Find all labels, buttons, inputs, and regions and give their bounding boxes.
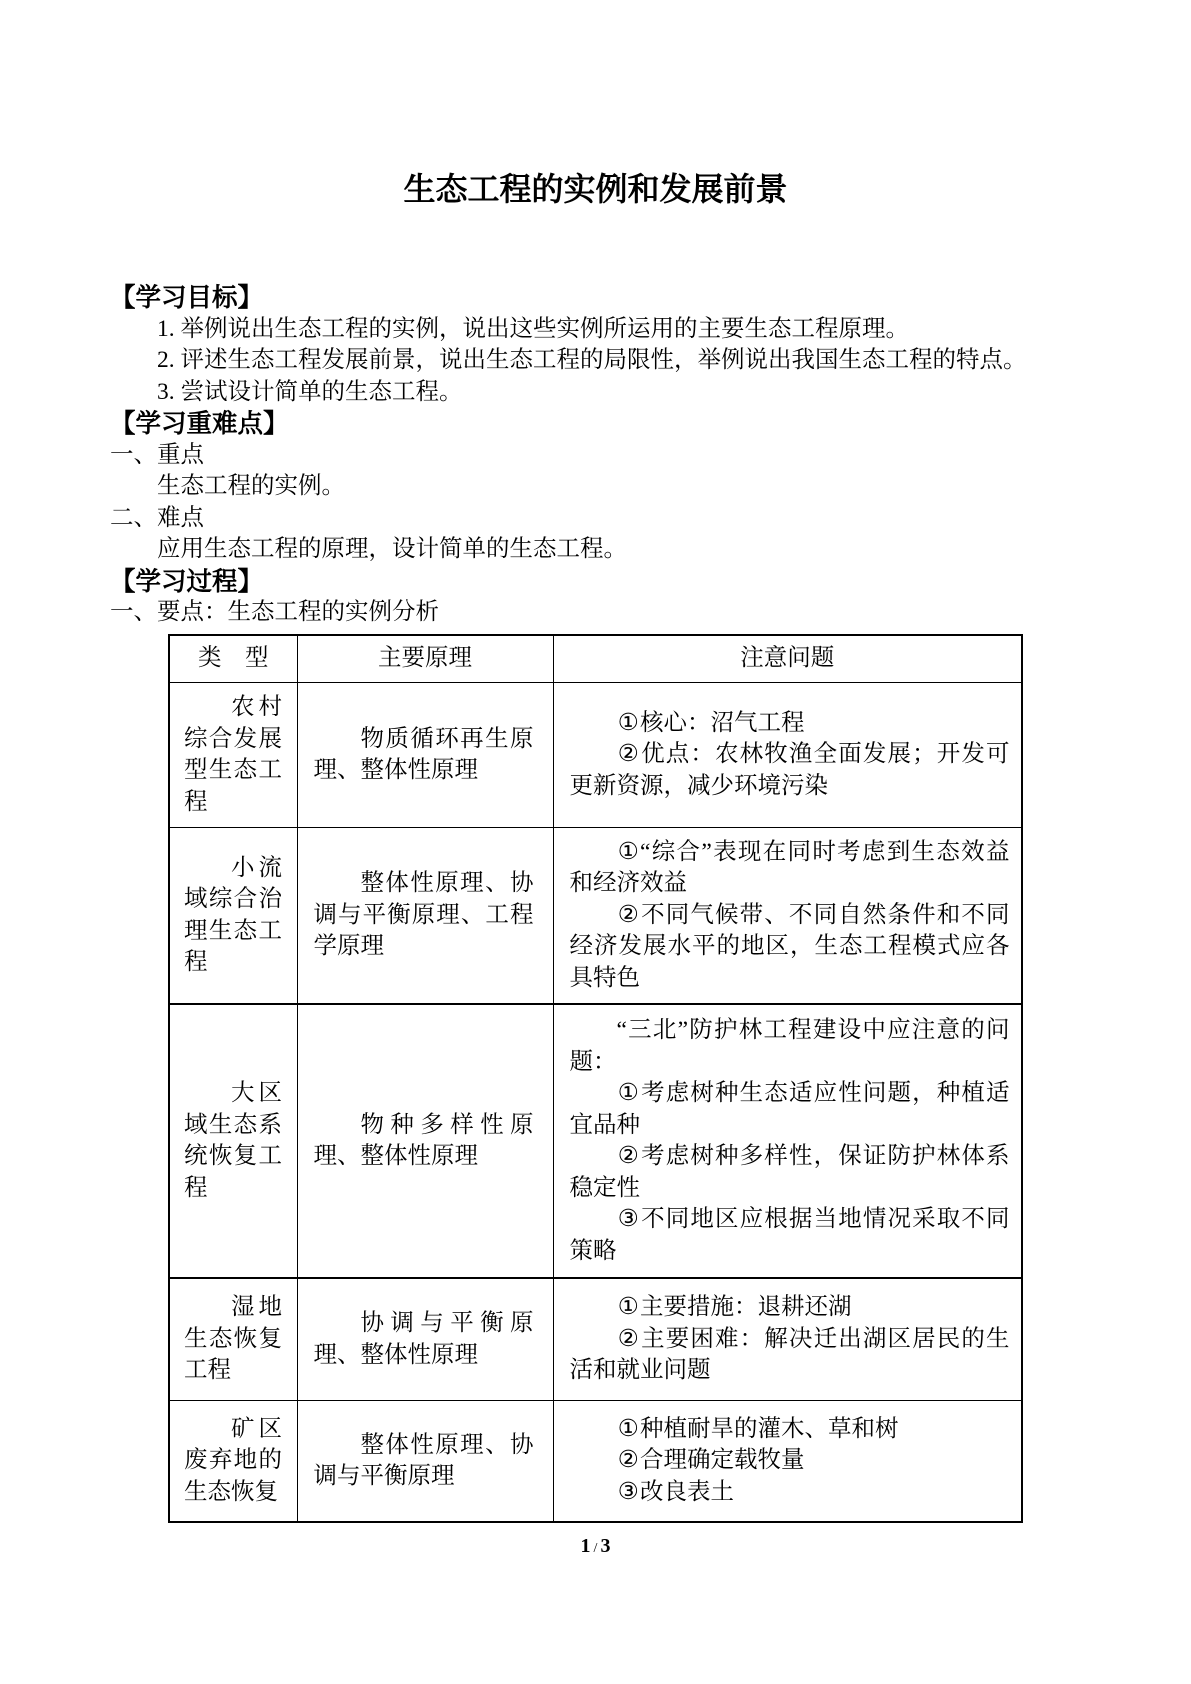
note-text: 主要困难：解决迁出湖区居民的生活和就业问题 [569,1325,1010,1384]
objective-item: 3. 尝试设计简单的生态工程。 [157,378,463,405]
header-notes: 注意问题 [553,635,1022,683]
notes-list [570,837,1010,995]
note-text: 优点：农林牧渔全面发展；开发可更新资源，减少环境污染 [569,741,1010,799]
principle-cell [297,1004,553,1278]
note-text: 考虑树种多样性，保证防护林体系稳定性 [569,1143,1010,1201]
engineering-type: 农村综合发展型生态工程 [184,694,282,815]
note-marker: ② [617,901,639,928]
note-text: 种植耐旱的灌木、草和树 [640,1415,899,1442]
main-principle: 协调与平衡原理、整体性原理 [313,1310,534,1368]
key-points-heading: 【学习重难点】 [110,409,289,438]
type-cell [169,1401,297,1523]
focus-label: 一、重点 [110,441,204,468]
note-marker: ① [617,1080,639,1106]
notes-cell [553,683,1022,828]
table-row [169,1004,1022,1278]
main-principle: 物种多样性原理、整体性原理 [313,1111,534,1169]
note-text: 核心：沼气工程 [640,709,805,736]
process-heading: 【学习过程】 [110,566,264,596]
note-marker: ③ [617,1478,639,1505]
note-item [570,1292,1010,1324]
header-type: 类 型 [169,635,297,683]
principle-cell [297,1278,553,1401]
note-text: 改良表土 [640,1478,734,1505]
principle-cell [297,1401,553,1523]
notes-cell [553,1004,1022,1278]
type-cell [169,828,297,1005]
table-row [169,1278,1022,1401]
example-analysis-table [168,634,1023,1523]
note-text: 主要措施：退耕还湖 [640,1294,852,1321]
total-pages: 3 [600,1535,611,1557]
table-row [169,1401,1022,1523]
difficulty-label: 二、难点 [110,504,204,531]
main-principle: 整体性原理、协调与平衡原理、工程学原理 [313,870,534,960]
notes-list [570,1414,1010,1509]
note-marker: ② [617,1143,639,1169]
note-item [570,1324,1010,1387]
page-number [0,1532,1191,1563]
focus-text: 生态工程的实例。 [157,473,345,499]
main-principle: 物质循环再生原理、整体性原理 [313,725,534,783]
type-cell [169,683,297,828]
note-text: 不同气候带、不同自然条件和不同经济发展水平的地区，生态工程模式应各具特色 [569,901,1010,991]
notes-list [570,708,1010,803]
engineering-type: 矿区废弃地的生态恢复 [184,1415,282,1505]
objective-item: 2. 评述生态工程发展前景，说出生态工程的局限性，举例说出我国生态工程的特点。 [157,347,1027,373]
note-item [570,1445,1010,1477]
objective-item: 1. 举例说出生态工程的实例，说出这些实例所运用的主要生态工程原理。 [157,315,909,342]
engineering-type: 湿地生态恢复工程 [184,1294,282,1384]
note-marker: ② [617,1447,639,1474]
note-item [570,1141,1010,1204]
objectives-heading: 【学习目标】 [110,283,264,312]
note-item [570,1414,1010,1446]
notes-cell [553,1278,1022,1401]
page-separator: / [593,1541,598,1556]
note-intro: “三北”防护林工程建设中应注意的问题： [569,1017,1010,1075]
note-item [570,1477,1010,1509]
process-subheading: 一、要点：生态工程的实例分析 [110,599,439,625]
note-text: 考虑树种生态适应性问题，种植适宜品种 [569,1080,1010,1138]
note-item [570,708,1010,740]
note-item [570,739,1010,802]
current-page: 1 [580,1535,591,1557]
note-marker: ① [617,1415,639,1442]
header-principle: 主要原理 [297,635,553,683]
principle-cell [297,683,553,828]
note-marker: ① [617,709,639,736]
notes-list [570,1292,1010,1387]
difficulty-text: 应用生态工程的原理，设计简单的生态工程。 [157,536,627,562]
page-title: 生态工程的实例和发展前景 [403,171,788,207]
type-cell [169,1278,297,1401]
notes-list [570,1015,1010,1267]
principle-cell [297,828,553,1005]
note-item [570,1078,1010,1141]
engineering-type: 小流域综合治理生态工程 [184,854,282,975]
note-marker: ② [617,1325,639,1352]
note-marker: ① [617,1294,639,1321]
note-item [570,837,1010,900]
main-principle: 整体性原理、协调与平衡原理 [313,1431,534,1489]
note-item [570,900,1010,995]
notes-cell [553,828,1022,1005]
study-guide-body [110,282,1110,629]
table-row [169,828,1022,1005]
type-cell [169,1004,297,1278]
note-text: “综合”表现在同时考虑到生态效益和经济效益 [569,838,1010,897]
note-marker: ① [617,838,639,865]
table-row [169,683,1022,828]
note-item [570,1204,1010,1267]
note-text: 合理确定载牧量 [640,1447,805,1474]
note-text: 不同地区应根据当地情况采取不同策略 [569,1206,1010,1264]
note-marker: ③ [617,1206,639,1232]
table-header-row [169,635,1022,683]
note-marker: ② [617,741,639,768]
notes-cell [553,1401,1022,1523]
engineering-type: 大区域生态系统恢复工程 [184,1080,282,1201]
